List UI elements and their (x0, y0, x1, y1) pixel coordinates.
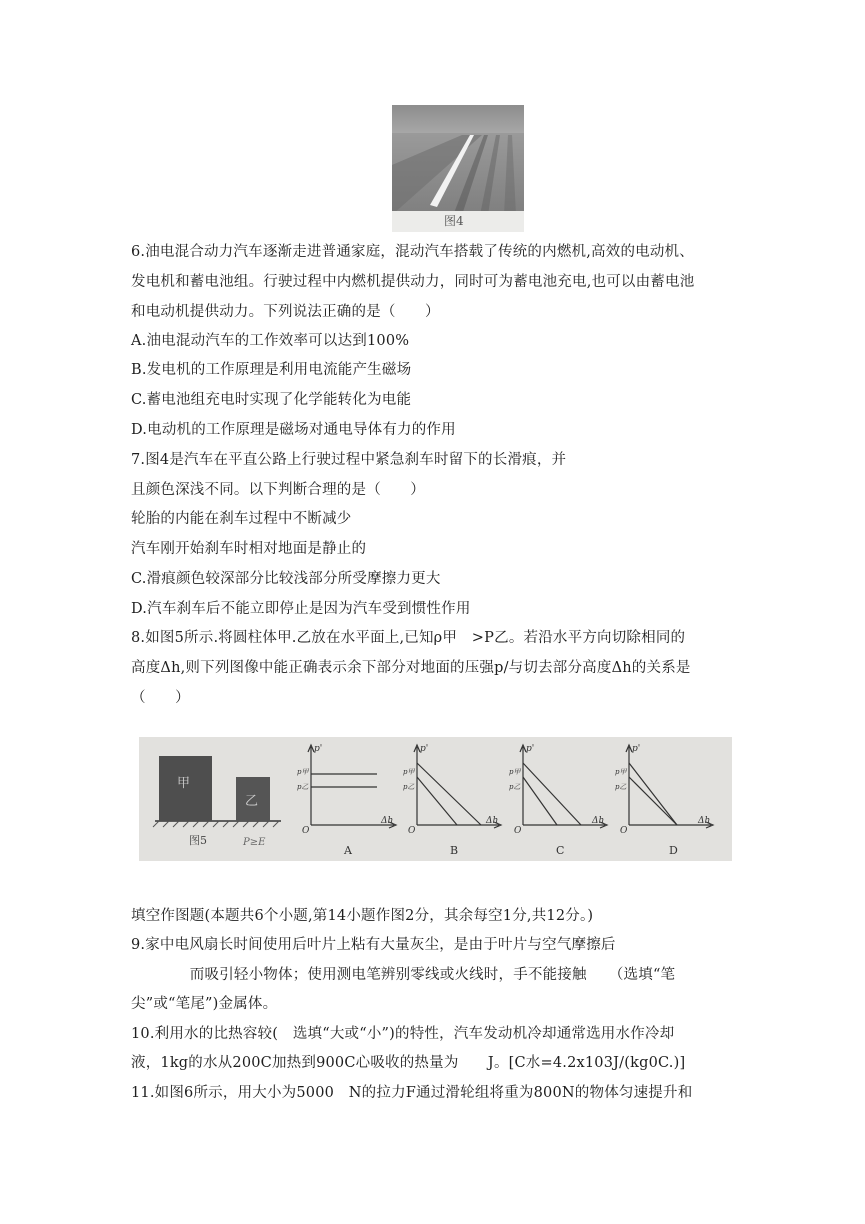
graph-b-label: B (450, 844, 459, 857)
q7-stem-line-1: 7.图4是汽车在平直公路上行驶过程中紧急刹车时留下的长滑痕，并 (131, 452, 567, 468)
graph-b-origin: O (408, 826, 416, 836)
graph-d-label: D (669, 844, 678, 857)
q6-stem-line-1: 6.油电混合动力汽车逐渐走进普通家庭，混动汽车搭载了传统的内燃机,高效的电动机、 (131, 244, 694, 260)
graph-a-y-label: p' (314, 744, 323, 754)
figure-4-road-photo (392, 105, 524, 232)
block-jia-label: 甲 (177, 776, 191, 791)
q9-line-3: 尖”或“笔尾”)金属体。 (131, 996, 278, 1012)
graph-c-label: C (556, 844, 565, 857)
q6-option-a: A.油电混动汽车的工作效率可以达到100% (131, 333, 410, 349)
section-2-title: 填空作图题(本题共6个小题,第14小题作图2分，其余每空1分,共12分。) (131, 908, 594, 924)
q10-line-2: 液，1kg的水从200C加热到900C心吸收的热量为 J。[C水=4.2x103J/(kg0C.)] (131, 1055, 686, 1071)
graph-b-x-label: Δh (486, 816, 499, 826)
figure-4-caption: 图4 (444, 214, 464, 228)
q7-stem-line-2: 且颜色深浅不同。以下判断合理的是（ ） (131, 482, 425, 498)
q11-line-1: 11.如图6所示，用大小为5000 N的拉力F通过滑轮组将重为800N的物体匀速提升和 (131, 1085, 693, 1101)
graph-d-origin: O (620, 826, 628, 836)
graph-a-label: A (344, 844, 352, 857)
q8-stem-line-3: （ ） (131, 690, 190, 706)
graph-a-x-label: Δh (381, 816, 394, 826)
block-yi-label: 乙 (245, 794, 259, 809)
q7-option-a: 轮胎的内能在刹车过程中不断减少 (131, 511, 352, 527)
graph-b-y-label: p' (420, 744, 429, 754)
graph-c-tick-jia: p甲 (509, 768, 521, 776)
q6-option-c: C.蓄电池组充电时实现了化学能转化为电能 (131, 392, 412, 408)
q6-stem-line-2: 发电机和蓄电池组。行驶过程中内燃机提供动力，同时可为蓄电池充电,也可以由蓄电池 (131, 274, 695, 290)
graph-c-y-label: p' (526, 744, 535, 754)
graph-d-y-label: p' (632, 744, 641, 754)
q10-line-1: 10.利用水的比热容较( 选填“大或“小”)的特性，汽车发动机冷却通常选用水作冷却 (131, 1026, 675, 1042)
graph-b-tick-jia: p甲 (403, 768, 415, 776)
q8-stem-line-1: 8.如图5所示.将圆柱体甲.乙放在水平面上,已知ρ甲 >P乙。若沿水平方向切除相同的 (131, 630, 686, 646)
q6-option-b: B.发电机的工作原理是利用电流能产生磁场 (131, 362, 412, 378)
figure-5-caption: 图5 (189, 834, 207, 847)
q7-option-c: C.滑痕颜色较深部分比较浅部分所受摩擦力更大 (131, 571, 441, 587)
handwritten-note: P≥E (243, 837, 266, 848)
ground-hatching (153, 821, 279, 827)
q8-stem-line-2: 高度Δh,则下列图像中能正确表示余下部分对地面的压强p/与切去部分高度Δh的关系是 (131, 660, 691, 676)
figure-5-drawing (139, 737, 732, 861)
graph-a-tick-jia: p甲 (297, 768, 309, 776)
graph-d-tick-yi: p乙 (615, 783, 627, 791)
q9-line-2: 而吸引轻小物体；使用测电笔辨别零线或火线时，手不能接触 （选填“笔 (131, 967, 676, 983)
graph-b-tick-yi: p乙 (403, 783, 415, 791)
graph-c-x-label: Δh (592, 816, 605, 826)
graph-c-tick-yi: p乙 (509, 783, 521, 791)
q7-option-b: 汽车刚开始刹车时相对地面是静止的 (131, 541, 367, 557)
graph-d-x-label: Δh (698, 816, 711, 826)
graph-d-tick-jia: p甲 (615, 768, 627, 776)
graph-c-origin: O (514, 826, 522, 836)
q6-option-d: D.电动机的工作原理是磁场对通电导体有力的作用 (131, 422, 456, 438)
q7-option-d: D.汽车刹车后不能立即停止是因为汽车受到惯性作用 (131, 601, 471, 617)
figure-5 (139, 737, 732, 861)
graph-a-tick-yi: p乙 (297, 783, 309, 791)
q6-stem-line-3: 和电动机提供动力。下列说法正确的是（ ） (131, 304, 440, 320)
graph-a-origin: O (302, 826, 310, 836)
q9-line-1: 9.家中电风扇长时间使用后叶片上粘有大量灰尘，是由于叶片与空气摩擦后 (131, 937, 616, 953)
